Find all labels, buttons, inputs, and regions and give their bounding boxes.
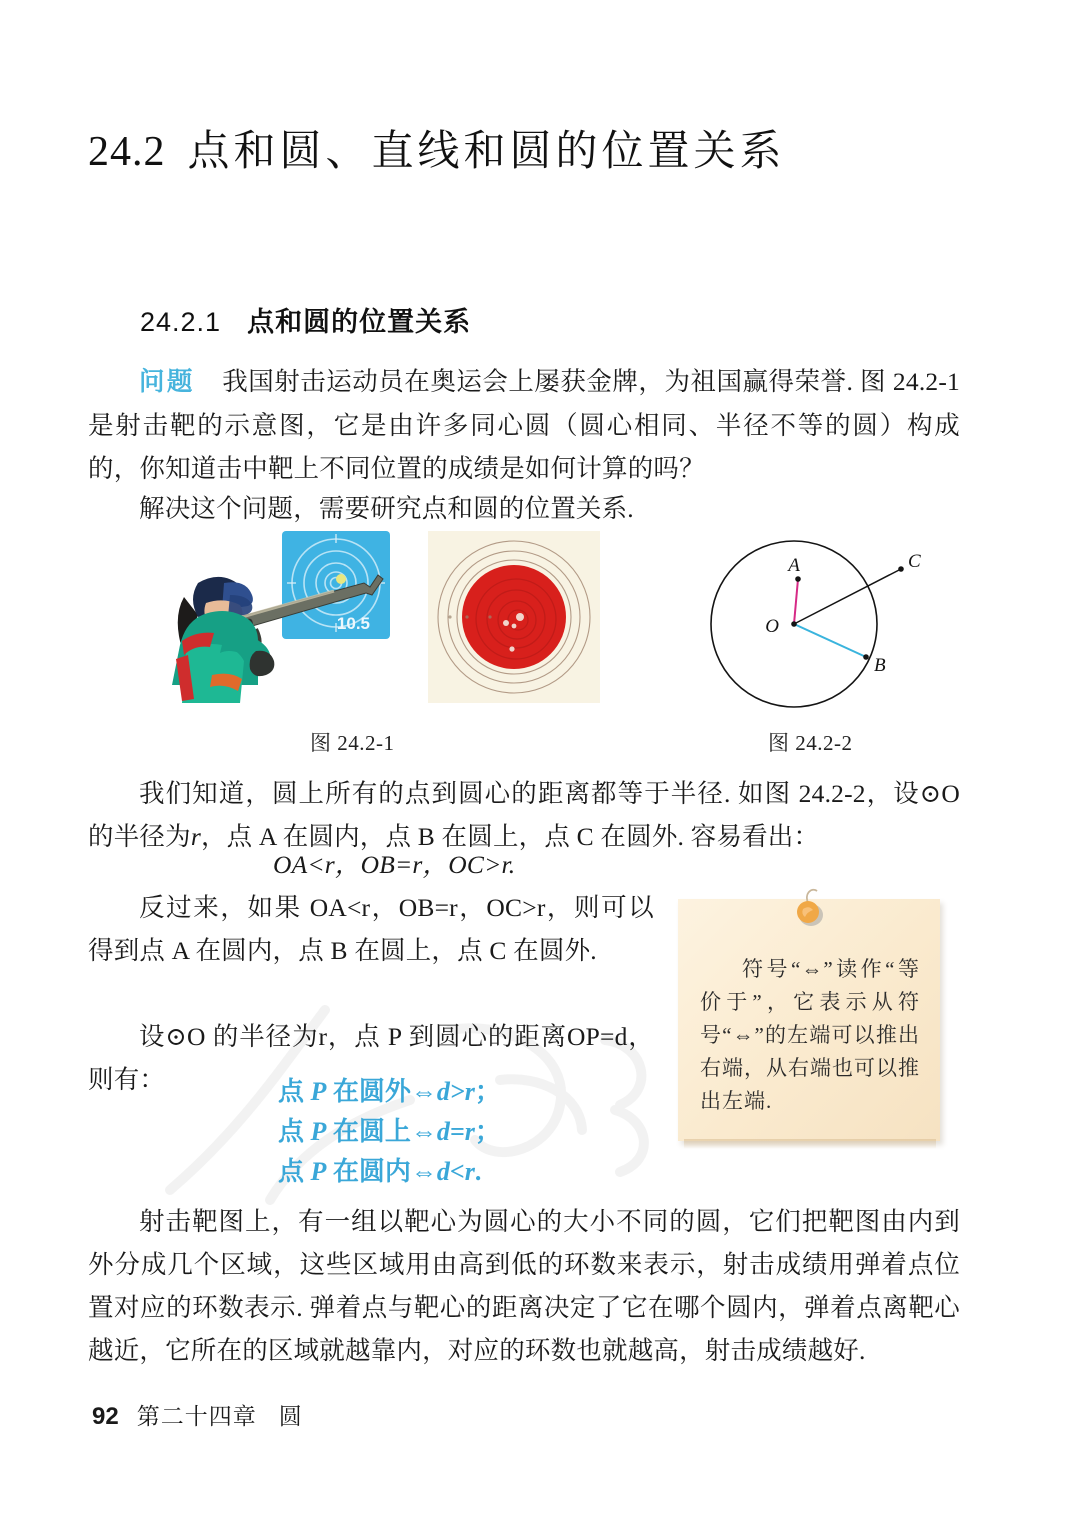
paragraph-problem bbox=[88, 360, 960, 490]
footer-chapter-word: 圆 bbox=[278, 1403, 302, 1429]
bf0-end: ； bbox=[474, 1077, 501, 1106]
bf2-end: . bbox=[474, 1157, 482, 1186]
reverse-body: 反过来，如果 OA<r，OB=r，OC>r，则可以得到点 A 在圆内，点 B 在圆上，点 C 在圆外. bbox=[88, 893, 654, 965]
problem-tag: 问题 bbox=[139, 368, 195, 396]
bf1-relation: d=r bbox=[436, 1117, 475, 1146]
we-know-part2: ，点 A 在圆内，点 B 在圆上，点 C 在圆外. 容易看出： bbox=[200, 822, 820, 851]
paragraph-final bbox=[88, 1200, 960, 1372]
bf1-point: P bbox=[310, 1117, 327, 1146]
point-b bbox=[863, 654, 869, 660]
pushpin-icon bbox=[786, 885, 832, 929]
bf2-prefix: 点 bbox=[278, 1157, 311, 1186]
section-heading-text: 点和圆的位置关系 bbox=[247, 307, 472, 337]
label-a: A bbox=[788, 555, 800, 576]
footer-page-number: 92 bbox=[92, 1403, 119, 1430]
set-p-body: 设⊙O 的半径为r，点 P 到圆心的距离OP=d，则有： bbox=[88, 1022, 654, 1094]
label-c: C bbox=[908, 551, 921, 572]
figure-shooter-photo bbox=[164, 525, 396, 705]
formula-oa-ob-oc bbox=[88, 843, 960, 886]
bf0-relation: d>r bbox=[436, 1077, 475, 1106]
blue-formula-block bbox=[278, 1072, 501, 1192]
figure-caption-2: 图 24.2-2 bbox=[768, 731, 853, 755]
bf2-symbol: ⇔ bbox=[410, 1157, 437, 1186]
we-know-part1: 我们知道，圆上所有的点到圆心的距离都等于半径. 如图 24.2-2，设⊙O 的半径为 bbox=[88, 779, 960, 851]
formula-oa-ob-oc-text: OA<r，OB=r，OC>r. bbox=[273, 850, 516, 879]
blue-formula-line-on bbox=[278, 1112, 501, 1152]
blue-formula-line-outside bbox=[278, 1072, 501, 1112]
score-readout: 10.5 bbox=[336, 614, 370, 633]
label-o: O bbox=[765, 616, 779, 637]
point-o bbox=[791, 621, 797, 627]
sticky-note-text: 符号“⇔”读作“等价于”，它表示从符号“⇔”的左端可以推出右端，从右端也可以推出左端. bbox=[700, 957, 920, 1113]
footer-chapter: 第二十四章 bbox=[136, 1403, 257, 1429]
variable-r: r bbox=[190, 822, 201, 851]
bf1-middle: 在圆上 bbox=[326, 1117, 411, 1146]
point-a bbox=[795, 576, 801, 582]
bf2-middle: 在圆内 bbox=[326, 1157, 411, 1186]
problem-body: 我国射击运动员在奥运会上屡获金牌，为祖国赢得荣誉. 图 24.2-1 是射击靶的示意图，它是由许多同心圆（圆心相同、半径不等的圆）构成的，你知道击中靶上不同位置的成绩是如何计算的吗？ bbox=[88, 367, 960, 483]
bf1-end: ； bbox=[474, 1117, 501, 1146]
final-body: 射击靶图上，有一组以靶心为圆心的大小不同的圆，它们把靶图由内到外分成几个区域，这些区域用由高到低的环数来表示，射击成绩用弹着点位置对应的环数表示. 弹着点与靶心的距离决定了它在哪个圆内，弹着点离靶心越近，它所在的区域就越靠内，对应的环数也就越高，射击成绩越好. bbox=[88, 1207, 960, 1365]
bf0-middle: 在圆外 bbox=[326, 1077, 411, 1106]
segment-ob bbox=[794, 624, 866, 657]
label-b: B bbox=[874, 655, 886, 676]
figure-paper-target bbox=[428, 531, 600, 703]
segment-oa bbox=[794, 579, 798, 624]
figure-circle-diagram bbox=[696, 529, 946, 709]
page-title-number: 24.2 bbox=[88, 129, 166, 175]
section-heading-number: 24.2.1 bbox=[140, 307, 222, 337]
section-heading bbox=[140, 300, 471, 339]
page-title-text: 点和圆、直线和圆的位置关系 bbox=[187, 129, 786, 175]
bf0-point: P bbox=[310, 1077, 327, 1106]
figure-row bbox=[88, 525, 960, 755]
sticky-note bbox=[678, 899, 940, 1141]
segment-oc bbox=[794, 569, 901, 624]
figure-caption-1: 图 24.2-1 bbox=[310, 731, 395, 755]
bf2-point: P bbox=[310, 1157, 327, 1186]
point-c bbox=[898, 566, 904, 572]
paragraph-solve bbox=[88, 487, 960, 530]
solve-body: 解决这个问题，需要研究点和圆的位置关系. bbox=[139, 494, 634, 523]
page-footer bbox=[92, 1398, 302, 1431]
blue-formula-line-inside bbox=[278, 1152, 501, 1192]
bf0-prefix: 点 bbox=[278, 1077, 311, 1106]
page-title bbox=[88, 118, 786, 178]
bf0-symbol: ⇔ bbox=[410, 1077, 437, 1106]
bf1-symbol: ⇔ bbox=[410, 1117, 437, 1146]
paragraph-reverse bbox=[88, 886, 654, 972]
bf2-relation: d<r bbox=[436, 1157, 475, 1186]
bf1-prefix: 点 bbox=[278, 1117, 311, 1146]
